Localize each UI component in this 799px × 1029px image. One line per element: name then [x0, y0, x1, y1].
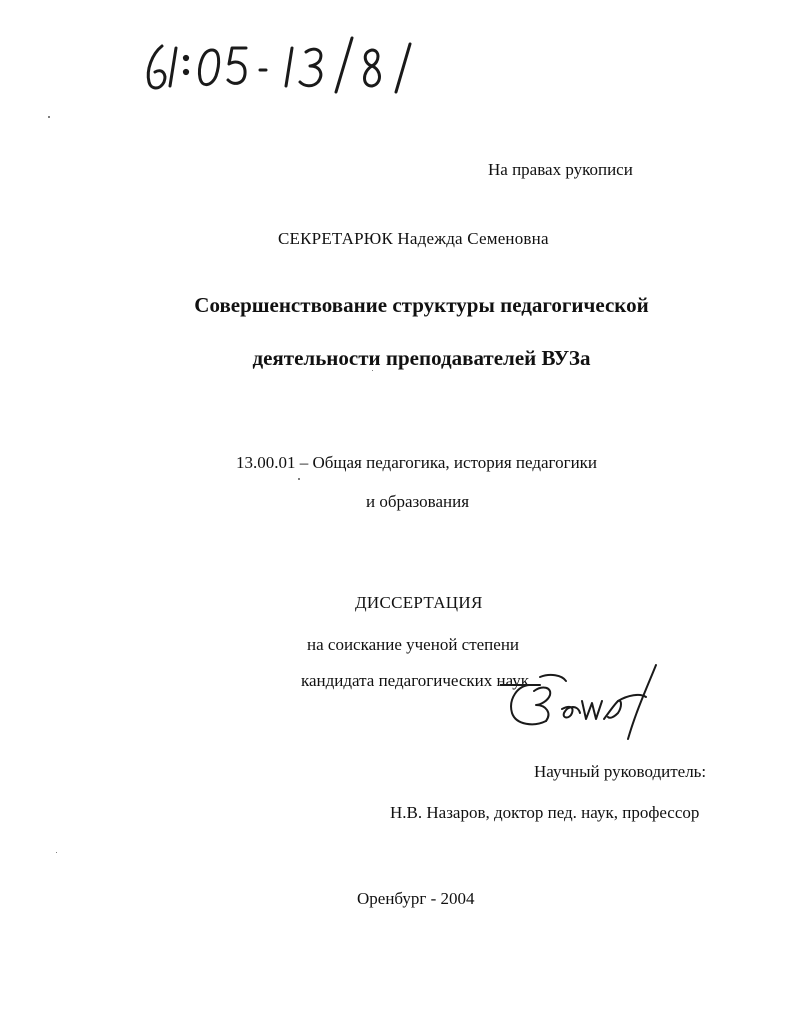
scan-speck	[56, 852, 57, 853]
handwritten-archive-number	[140, 28, 440, 98]
scan-speck	[48, 116, 50, 118]
city-year: Оренбург - 2004	[357, 889, 475, 908]
advisor-name: Н.В. Назаров, доктор пед. наук, профессор	[390, 803, 700, 822]
handwritten-signature	[500, 655, 675, 745]
scan-speck	[298, 478, 300, 480]
document-type: ДИССЕРТАЦИЯ	[355, 593, 483, 612]
author-name: СЕКРЕТАРЮК Надежда Семеновна	[278, 229, 549, 248]
thesis-title-line-1: Совершенствование структуры педагогической	[194, 293, 649, 317]
advisor-label: Научный руководитель:	[534, 762, 707, 781]
rights-note: На правах рукописи	[488, 160, 633, 179]
thesis-title-line-2: деятельности преподавателей ВУЗа	[252, 346, 591, 370]
degree-line-2: кандидата педагогических наук	[301, 671, 530, 690]
specialty-line-1: 13.00.01 – Общая педагогика, история педагогики	[236, 453, 598, 472]
specialty-line-2: и образования	[366, 492, 470, 511]
degree-line-1: на соискание ученой степени	[307, 635, 520, 654]
scan-speck	[372, 370, 373, 371]
